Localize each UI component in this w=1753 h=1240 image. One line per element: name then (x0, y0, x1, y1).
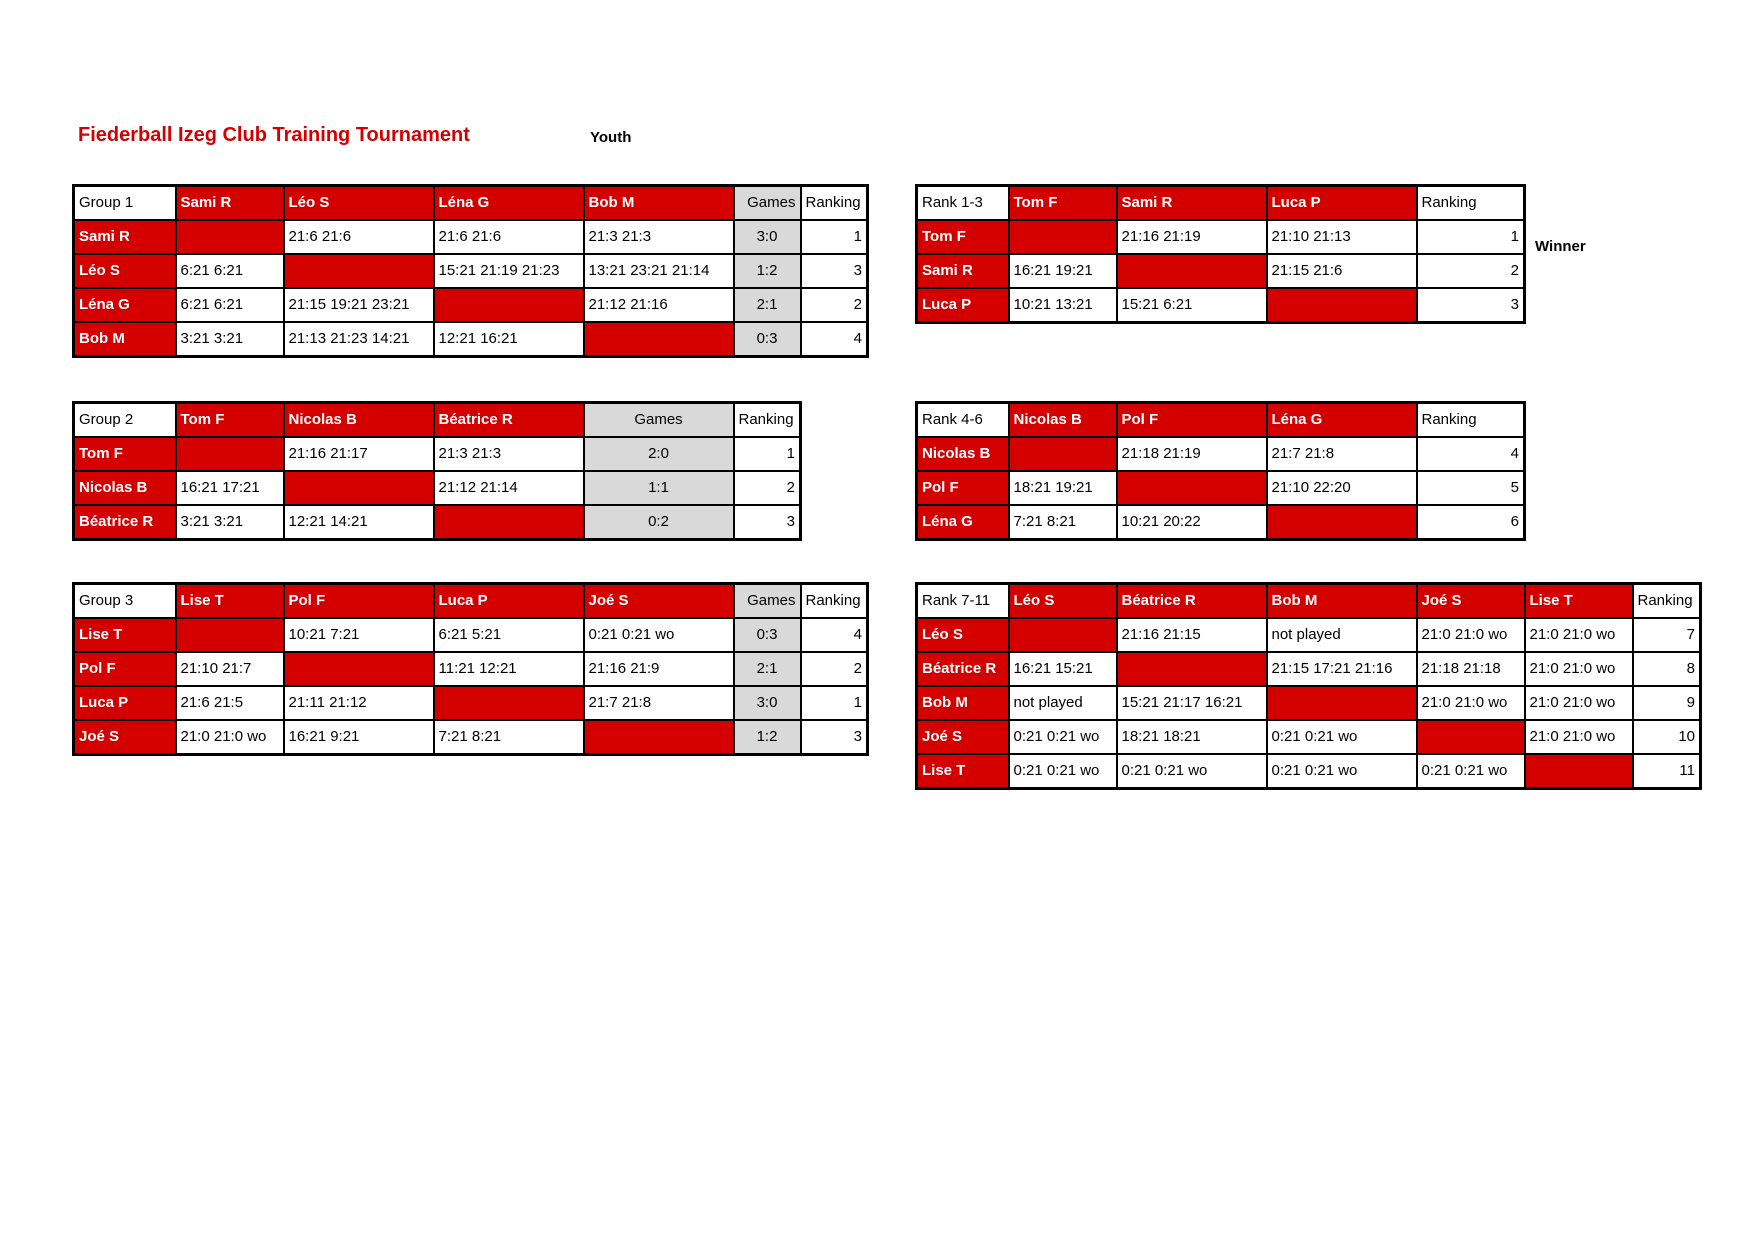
ranking-cell: 2 (1417, 254, 1525, 288)
player-row-header: Joé S (917, 720, 1009, 754)
player-row-header: Lise T (74, 618, 176, 652)
ranking-cell: 11 (1633, 754, 1701, 789)
player-column-header: Luca P (434, 584, 584, 619)
table-row (74, 618, 868, 652)
score-cell: 15:21 21:19 21:23 (434, 254, 584, 288)
player-row-header: Joé S (74, 720, 176, 755)
player-row-header: Tom F (917, 220, 1009, 254)
header-row (74, 584, 868, 619)
table-label: Group 1 (74, 186, 176, 221)
player-column-header: Pol F (1117, 403, 1267, 438)
score-cell: 21:0 21:0 wo (1417, 686, 1525, 720)
score-cell: 0:21 0:21 wo (1417, 754, 1525, 789)
ranking-cell: 7 (1633, 618, 1701, 652)
player-column-header: Béatrice R (434, 403, 584, 438)
rank-1-3-table (915, 184, 1526, 324)
table-row (917, 686, 1701, 720)
ranking-cell: 1 (734, 437, 801, 471)
score-cell: 0:21 0:21 wo (1117, 754, 1267, 789)
ranking-cell: 2 (734, 471, 801, 505)
group-3-table (72, 582, 869, 756)
player-row-header: Luca P (74, 686, 176, 720)
score-cell: 10:21 20:22 (1117, 505, 1267, 540)
score-cell: 21:18 21:18 (1417, 652, 1525, 686)
ranking-header: Ranking (1633, 584, 1701, 619)
player-column-header: Pol F (284, 584, 434, 619)
table-row (74, 471, 801, 505)
header-row (74, 403, 801, 438)
player-row-header: Léo S (917, 618, 1009, 652)
ranking-cell: 3 (1417, 288, 1525, 323)
table-label: Group 2 (74, 403, 176, 438)
player-column-header: Luca P (1267, 186, 1417, 221)
games-header: Games (734, 584, 801, 619)
score-cell: 7:21 8:21 (1009, 505, 1117, 540)
ranking-cell: 9 (1633, 686, 1701, 720)
score-cell: 0:21 0:21 wo (1009, 754, 1117, 789)
player-row-header: Tom F (74, 437, 176, 471)
self-match-cell (1117, 254, 1267, 288)
ranking-cell: 2 (801, 288, 868, 322)
self-match-cell (434, 686, 584, 720)
score-cell: 16:21 15:21 (1009, 652, 1117, 686)
player-column-header: Bob M (1267, 584, 1417, 619)
self-match-cell (1267, 288, 1417, 323)
games-cell: 2:1 (734, 652, 801, 686)
player-column-header: Tom F (1009, 186, 1117, 221)
score-cell: 21:0 21:0 wo (1525, 686, 1633, 720)
table-row (917, 618, 1701, 652)
player-row-header: Béatrice R (917, 652, 1009, 686)
player-row-header: Léna G (917, 505, 1009, 540)
score-cell: 21:3 21:3 (434, 437, 584, 471)
score-cell: 0:21 0:21 wo (1267, 720, 1417, 754)
score-cell: 15:21 21:17 16:21 (1117, 686, 1267, 720)
score-cell: 21:15 21:6 (1267, 254, 1417, 288)
ranking-cell: 1 (801, 686, 868, 720)
score-cell: 0:21 0:21 wo (584, 618, 734, 652)
score-cell: 21:16 21:9 (584, 652, 734, 686)
score-cell: 7:21 8:21 (434, 720, 584, 755)
self-match-cell (1009, 618, 1117, 652)
ranking-cell: 3 (801, 254, 868, 288)
self-match-cell (176, 437, 284, 471)
header-row (917, 403, 1525, 438)
page-title: Fiederball Izeg Club Training Tournament (78, 124, 470, 146)
ranking-cell: 5 (1417, 471, 1525, 505)
self-match-cell (1267, 505, 1417, 540)
group-1-table (72, 184, 869, 358)
header-row (917, 186, 1525, 221)
self-match-cell (1117, 471, 1267, 505)
score-cell: 21:7 21:8 (1267, 437, 1417, 471)
score-cell: 3:21 3:21 (176, 322, 284, 357)
rank-7-11-table (915, 582, 1702, 790)
self-match-cell (1009, 437, 1117, 471)
games-cell: 3:0 (734, 686, 801, 720)
self-match-cell (284, 471, 434, 505)
table-row (74, 505, 801, 540)
table-row (917, 720, 1701, 754)
header-row (917, 584, 1701, 619)
games-header: Games (734, 186, 801, 221)
games-cell: 1:1 (584, 471, 734, 505)
self-match-cell (176, 220, 284, 254)
table-label: Rank 4-6 (917, 403, 1009, 438)
ranking-header: Ranking (801, 584, 868, 619)
table-row (74, 720, 868, 755)
table-label: Rank 1-3 (917, 186, 1009, 221)
table-row (74, 652, 868, 686)
score-cell: 21:13 21:23 14:21 (284, 322, 434, 357)
games-cell: 1:2 (734, 254, 801, 288)
player-column-header: Béatrice R (1117, 584, 1267, 619)
self-match-cell (1009, 220, 1117, 254)
score-cell: 21:10 21:13 (1267, 220, 1417, 254)
ranking-cell: 4 (801, 322, 868, 357)
table-row (917, 505, 1525, 540)
player-column-header: Joé S (584, 584, 734, 619)
table-row (74, 254, 868, 288)
score-cell: 6:21 5:21 (434, 618, 584, 652)
table-row (74, 288, 868, 322)
player-column-header: Joé S (1417, 584, 1525, 619)
score-cell: 13:21 23:21 21:14 (584, 254, 734, 288)
score-cell: 16:21 9:21 (284, 720, 434, 755)
player-row-header: Bob M (74, 322, 176, 357)
player-column-header: Lise T (176, 584, 284, 619)
table-row (74, 437, 801, 471)
player-column-header: Léna G (1267, 403, 1417, 438)
table-row (917, 437, 1525, 471)
score-cell: not played (1267, 618, 1417, 652)
table-label: Rank 7-11 (917, 584, 1009, 619)
player-column-header: Léo S (1009, 584, 1117, 619)
score-cell: 16:21 17:21 (176, 471, 284, 505)
table-row (917, 288, 1525, 323)
score-cell: 18:21 19:21 (1009, 471, 1117, 505)
ranking-cell: 1 (1417, 220, 1525, 254)
player-row-header: Bob M (917, 686, 1009, 720)
score-cell: 21:6 21:6 (284, 220, 434, 254)
self-match-cell (1117, 652, 1267, 686)
player-row-header: Nicolas B (74, 471, 176, 505)
ranking-header: Ranking (1417, 403, 1525, 438)
self-match-cell (1417, 720, 1525, 754)
self-match-cell (434, 505, 584, 540)
player-column-header: Léo S (284, 186, 434, 221)
score-cell: 21:12 21:14 (434, 471, 584, 505)
score-cell: 21:0 21:0 wo (1525, 720, 1633, 754)
table-row (74, 686, 868, 720)
ranking-header: Ranking (1417, 186, 1525, 221)
player-row-header: Sami R (74, 220, 176, 254)
score-cell: 21:6 21:5 (176, 686, 284, 720)
self-match-cell (1267, 686, 1417, 720)
games-header: Games (584, 403, 734, 438)
games-cell: 0:3 (734, 618, 801, 652)
score-cell: 6:21 6:21 (176, 288, 284, 322)
score-cell: 21:16 21:17 (284, 437, 434, 471)
score-cell: 21:10 22:20 (1267, 471, 1417, 505)
player-column-header: Sami R (1117, 186, 1267, 221)
ranking-header: Ranking (734, 403, 801, 438)
player-row-header: Léna G (74, 288, 176, 322)
score-cell: not played (1009, 686, 1117, 720)
score-cell: 3:21 3:21 (176, 505, 284, 540)
score-cell: 12:21 14:21 (284, 505, 434, 540)
games-cell: 2:1 (734, 288, 801, 322)
score-cell: 16:21 19:21 (1009, 254, 1117, 288)
player-row-header: Lise T (917, 754, 1009, 789)
score-cell: 21:12 21:16 (584, 288, 734, 322)
score-cell: 21:0 21:0 wo (1525, 652, 1633, 686)
score-cell: 21:3 21:3 (584, 220, 734, 254)
table-row (74, 322, 868, 357)
group-2-table (72, 401, 802, 541)
table-row (917, 754, 1701, 789)
score-cell: 21:7 21:8 (584, 686, 734, 720)
player-column-header: Bob M (584, 186, 734, 221)
self-match-cell (284, 254, 434, 288)
player-row-header: Léo S (74, 254, 176, 288)
score-cell: 6:21 6:21 (176, 254, 284, 288)
ranking-header: Ranking (801, 186, 868, 221)
player-row-header: Sami R (917, 254, 1009, 288)
score-cell: 21:10 21:7 (176, 652, 284, 686)
player-row-header: Béatrice R (74, 505, 176, 540)
table-row (74, 220, 868, 254)
player-row-header: Pol F (917, 471, 1009, 505)
ranking-cell: 4 (801, 618, 868, 652)
player-column-header: Léna G (434, 186, 584, 221)
score-cell: 0:21 0:21 wo (1267, 754, 1417, 789)
score-cell: 21:15 19:21 23:21 (284, 288, 434, 322)
player-column-header: Nicolas B (1009, 403, 1117, 438)
games-cell: 0:3 (734, 322, 801, 357)
self-match-cell (584, 322, 734, 357)
self-match-cell (1525, 754, 1633, 789)
games-cell: 1:2 (734, 720, 801, 755)
score-cell: 21:18 21:19 (1117, 437, 1267, 471)
games-cell: 3:0 (734, 220, 801, 254)
score-cell: 21:11 21:12 (284, 686, 434, 720)
games-cell: 2:0 (584, 437, 734, 471)
score-cell: 21:0 21:0 wo (1417, 618, 1525, 652)
ranking-cell: 4 (1417, 437, 1525, 471)
score-cell: 21:16 21:19 (1117, 220, 1267, 254)
player-column-header: Sami R (176, 186, 284, 221)
ranking-cell: 10 (1633, 720, 1701, 754)
winner-label: Winner (1535, 238, 1586, 255)
score-cell: 10:21 7:21 (284, 618, 434, 652)
self-match-cell (584, 720, 734, 755)
header-row (74, 186, 868, 221)
player-row-header: Nicolas B (917, 437, 1009, 471)
ranking-cell: 3 (734, 505, 801, 540)
ranking-cell: 3 (801, 720, 868, 755)
table-label: Group 3 (74, 584, 176, 619)
player-column-header: Tom F (176, 403, 284, 438)
ranking-cell: 2 (801, 652, 868, 686)
category-label: Youth (590, 129, 632, 146)
table-row (917, 220, 1525, 254)
score-cell: 21:15 17:21 21:16 (1267, 652, 1417, 686)
self-match-cell (284, 652, 434, 686)
player-column-header: Lise T (1525, 584, 1633, 619)
score-cell: 15:21 6:21 (1117, 288, 1267, 323)
games-cell: 0:2 (584, 505, 734, 540)
ranking-cell: 8 (1633, 652, 1701, 686)
score-cell: 21:6 21:6 (434, 220, 584, 254)
player-row-header: Luca P (917, 288, 1009, 323)
score-cell: 12:21 16:21 (434, 322, 584, 357)
self-match-cell (176, 618, 284, 652)
score-cell: 21:0 21:0 wo (176, 720, 284, 755)
table-row (917, 254, 1525, 288)
score-cell: 21:0 21:0 wo (1525, 618, 1633, 652)
self-match-cell (434, 288, 584, 322)
player-column-header: Nicolas B (284, 403, 434, 438)
score-cell: 21:16 21:15 (1117, 618, 1267, 652)
table-row (917, 652, 1701, 686)
ranking-cell: 1 (801, 220, 868, 254)
player-row-header: Pol F (74, 652, 176, 686)
table-row (917, 471, 1525, 505)
score-cell: 0:21 0:21 wo (1009, 720, 1117, 754)
rank-4-6-table (915, 401, 1526, 541)
ranking-cell: 6 (1417, 505, 1525, 540)
score-cell: 10:21 13:21 (1009, 288, 1117, 323)
score-cell: 11:21 12:21 (434, 652, 584, 686)
score-cell: 18:21 18:21 (1117, 720, 1267, 754)
